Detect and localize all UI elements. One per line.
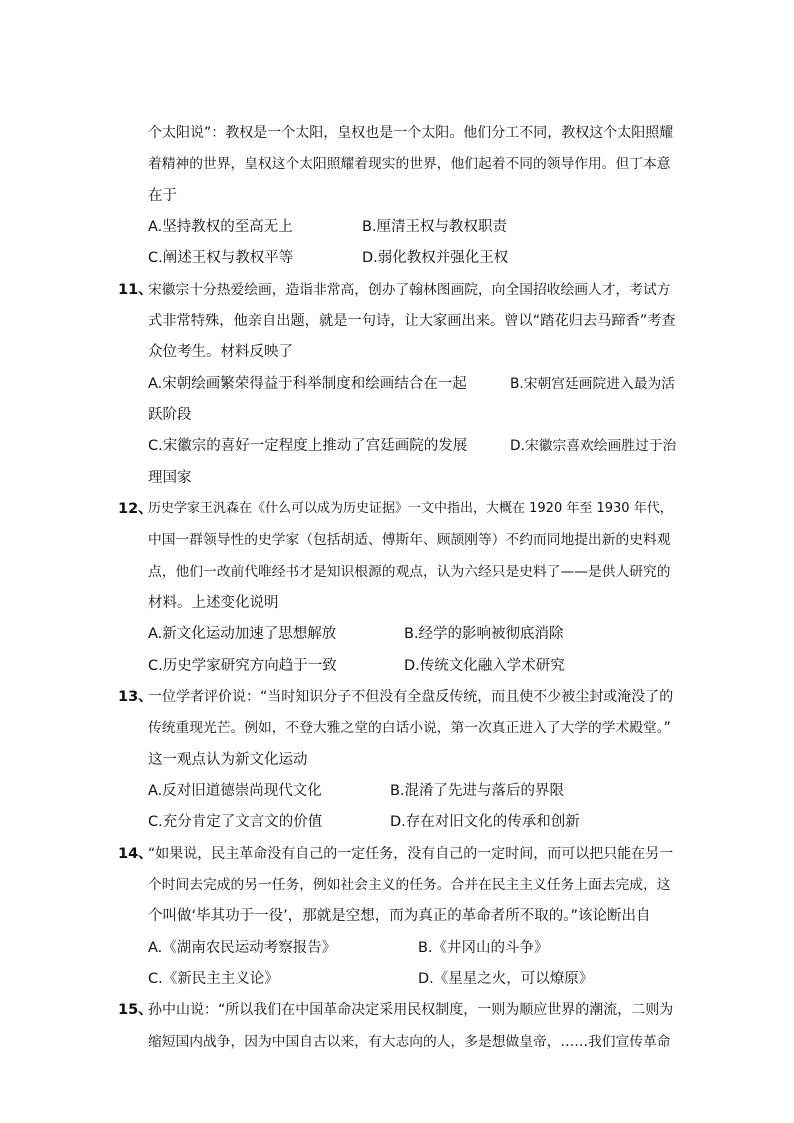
q10-option-b[interactable]: B.厘清王权与教权职责 <box>362 219 508 235</box>
q10-line-3: 在于 <box>148 188 177 204</box>
q10-option-c[interactable]: C.阐述王权与教权平等 <box>148 250 294 266</box>
q14-option-a[interactable]: A.《湖南农民运动考察报告》 <box>148 940 337 956</box>
q14-option-b[interactable]: B.《井冈山的斗争》 <box>418 940 549 956</box>
q11-number: 11、 <box>118 282 153 298</box>
q12-option-a[interactable]: A.新文化运动加速了思想解放 <box>148 626 337 642</box>
q11-line-2: 式非常特殊，他亲自出题，就是一句诗，让大家画出来。曾以“踏花归去马蹄香”考查 <box>148 313 676 329</box>
q15-line-2: 缩短国内战争，因为中国自古以来，有大志向的人，多是想做皇帝，……我们宣传革命 <box>148 1034 671 1050</box>
q12-option-c[interactable]: C.历史学家研究方向趋于一致 <box>148 658 337 674</box>
q11-option-d-cont[interactable]: 理国家 <box>148 470 192 486</box>
q11-option-a[interactable]: A.宋朝绘画繁荣得益于科举制度和绘画结合在一起 <box>148 376 467 392</box>
q13-number: 13、 <box>118 689 153 705</box>
q10-line-2: 着精神的世界，皇权这个太阳照耀着现实的世界，他们起着不同的领导作用。但丁本意 <box>148 156 671 172</box>
q10-line-1: 个太阳说”：教权是一个太阳，皇权也是一个太阳。他们分工不同，教权这个太阳照耀 <box>148 125 674 141</box>
q14-line-3: 个叫做‘毕其功于一役’，那就是空想，而为真正的革命者所不取的。”该论断出自 <box>148 908 651 924</box>
q11-line-3: 众位考生。材料反映了 <box>148 344 293 360</box>
q15-number: 15、 <box>118 1002 153 1018</box>
q14-number: 14、 <box>118 846 153 862</box>
q10-option-d[interactable]: D.弱化教权并强化王权 <box>362 250 509 266</box>
q12-line-1: 历史学家王汎森在《什么可以成为历史证据》一文中指出，大概在 1920 年至 1930 年代， <box>148 501 673 516</box>
q13-line-2: 传统重现光芒。例如，不登大雅之堂的白话小说，第一次真正进入了大学的学术殿堂。” <box>148 720 671 736</box>
q13-option-d[interactable]: D.存在对旧文化的传承和创新 <box>390 814 580 830</box>
q14-line-1: “如果说，民主革命没有自己的一定任务，没有自己的一定时间，而可以把只能在另一 <box>148 846 674 862</box>
q12-number: 12、 <box>118 501 153 517</box>
q12-option-d[interactable]: D.传统文化融入学术研究 <box>404 658 565 674</box>
q15-line-1: 孙中山说：“所以我们在中国革命决定采用民权制度，一则为顺应世界的潮流，二则为 <box>148 1002 674 1018</box>
q14-line-2: 个时间去完成的另一任务，例如社会主义的任务。合并在民主主义任务上面去完成，这 <box>148 877 671 893</box>
q11-option-c[interactable]: C.宋徽宗的喜好一定程度上推动了宫廷画院的发展 <box>148 438 468 454</box>
q13-option-c[interactable]: C.充分肯定了文言文的价值 <box>148 814 323 830</box>
q12-line-4: 材料。上述变化说明 <box>148 595 279 611</box>
q13-option-a[interactable]: A.反对旧道德崇尚现代文化 <box>148 783 322 799</box>
q13-line-3: 这一观点认为新文化运动 <box>148 752 308 768</box>
q12-line-2: 中国一群领导性的史学家（包括胡适、傅斯年、顾颉刚等）不约而同地提出新的史料观 <box>148 532 671 548</box>
q12-line-3: 点，他们一改前代唯经书才是知识根源的观点，认为六经只是史料了——是供人研究的 <box>148 564 671 580</box>
q13-line-1: 一位学者评价说：“当时知识分子不但没有全盘反传统，而且使不少被尘封或淹没了的 <box>148 689 674 705</box>
q11-option-d[interactable]: D.宋徽宗喜欢绘画胜过于治 <box>510 438 677 454</box>
q14-option-c[interactable]: C.《新民主主义论》 <box>148 971 279 987</box>
q13-option-b[interactable]: B.混淆了先进与落后的界限 <box>390 783 565 799</box>
q10-option-a[interactable]: A.坚持教权的至高无上 <box>148 219 293 235</box>
q11-line-1: 宋徽宗十分热爱绘画，造诣非常高，创办了翰林图画院，向全国招收绘画人才，考试方 <box>148 282 671 298</box>
q12-option-b[interactable]: B.经学的影响被彻底消除 <box>404 626 564 642</box>
q11-option-b-cont[interactable]: 跃阶段 <box>148 407 192 423</box>
q14-option-d[interactable]: D.《星星之火，可以燎原》 <box>418 971 594 987</box>
q11-option-b[interactable]: B.宋朝宫廷画院进入最为活 <box>510 376 676 392</box>
